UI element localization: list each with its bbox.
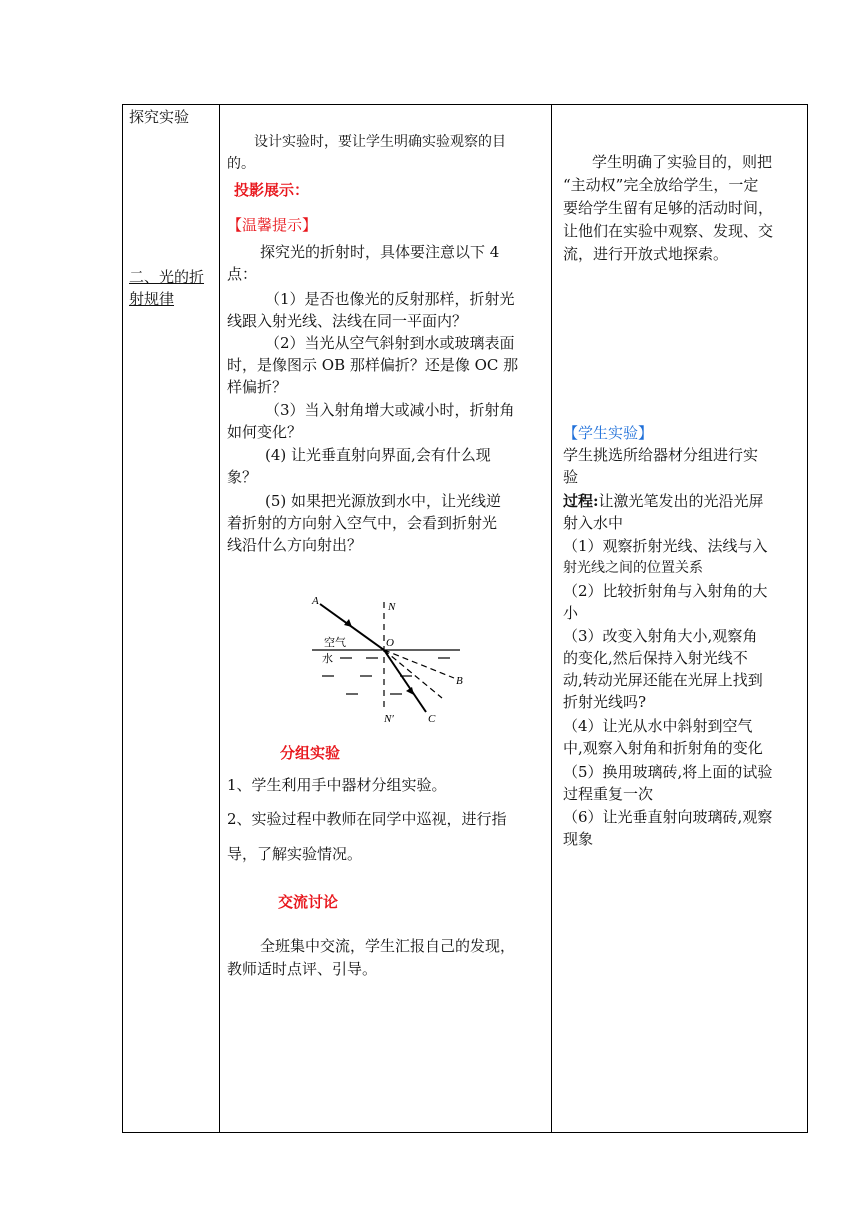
discussion-line: 教师适时点评、引导。 <box>227 960 378 978</box>
section-title-explore: 探究实验 <box>129 108 190 126</box>
group-experiment-heading: 分组实验 <box>280 744 341 762</box>
step-1: （1）观察折射光线、法线与入 <box>563 537 768 555</box>
process-line: 射入水中 <box>563 514 624 532</box>
paragraph-line: 让他们在实验中观察、发现、交 <box>563 222 774 240</box>
paragraph-line: 学生明确了实验目的，则把 <box>592 153 773 171</box>
paragraph-line: 点： <box>227 265 258 283</box>
step-3: 动,转动光屏还能在光屏上找到 <box>563 671 763 689</box>
group-item-1: 1、学生利用手中器材分组实验。 <box>227 776 447 794</box>
step-2: 小 <box>563 604 579 622</box>
question-3: （3）当入射角增大或减小时，折射角 <box>265 401 515 419</box>
question-5: 线沿什么方向射出？ <box>227 536 363 554</box>
paragraph-line: 验 <box>563 468 579 486</box>
paragraph-line: 学生挑选所给器材分组进行实 <box>563 446 759 464</box>
group-item-2: 2、实验过程中教师在同学中巡视，进行指 <box>227 810 507 828</box>
label-C: C <box>428 713 436 725</box>
step-6: （6）让光垂直射向玻璃砖,观察 <box>563 808 773 826</box>
question-4: 象？ <box>227 468 258 486</box>
step-5: 过程重复一次 <box>563 785 654 803</box>
step-6: 现象 <box>563 830 594 848</box>
question-1: （1）是否也像光的反射那样，折射光 <box>265 290 515 308</box>
ray-OC <box>384 650 426 712</box>
label-B: B <box>456 675 463 687</box>
paragraph-line: 设计实验时，要让学生明确实验观察的目 <box>254 134 506 150</box>
step-4: （4）让光从水中斜射到空气 <box>563 717 753 735</box>
question-4: (4) 让光垂直射向界面,会有什么现 <box>265 446 491 464</box>
label-A: A <box>312 595 319 607</box>
step-3: 折射光线吗? <box>563 693 647 711</box>
label-N: N <box>388 601 396 613</box>
question-1: 线跟入射光线、法线在同一平面内？ <box>227 312 468 330</box>
discussion-heading: 交流讨论 <box>278 893 339 911</box>
process-line <box>563 490 764 512</box>
paragraph-line: 探究光的折射时，具体要注意以下 4 <box>260 243 500 261</box>
ray-dashed <box>384 650 442 698</box>
student-activity-column <box>552 105 808 1132</box>
projection-heading: 投影展示： <box>234 181 310 199</box>
section-column <box>123 105 219 1132</box>
question-3: 如何变化？ <box>227 423 303 441</box>
section-title-refraction-1: 二、光的折 <box>129 268 205 286</box>
step-3: 的变化,然后保持入射光线不 <box>563 649 748 667</box>
tips-heading: 【温馨提示】 <box>227 216 318 234</box>
paragraph-line: 要给学生留有足够的活动时间， <box>563 199 774 217</box>
discussion-line: 全班集中交流，学生汇报自己的发现， <box>260 937 516 955</box>
refraction-diagram <box>300 588 470 728</box>
question-5: (5) 如果把光源放到水中，让光线逆 <box>265 492 502 510</box>
student-experiment-heading: 【学生实验】 <box>563 424 654 442</box>
paragraph-line: 的。 <box>227 156 255 172</box>
section-title-refraction-2: 射规律 <box>129 290 175 308</box>
label-air: 空气 <box>324 636 346 649</box>
process-label: 过程: <box>563 492 599 510</box>
teacher-activity-column <box>220 105 551 1132</box>
label-water: 水 <box>322 652 333 665</box>
step-4: 中,观察入射角和折射角的变化 <box>563 739 763 757</box>
label-O: O <box>386 637 394 649</box>
label-N-prime: N′ <box>384 713 394 725</box>
question-2: （2）当光从空气斜射到水或玻璃表面 <box>265 334 515 352</box>
paragraph-line: “主动权”完全放给学生，一定 <box>563 176 759 194</box>
paragraph-line: 流，进行开放式地探索。 <box>563 245 729 263</box>
lesson-table <box>122 104 808 1133</box>
process-text: 让激光笔发出的光沿光屏 <box>598 492 764 510</box>
question-2: 样偏折？ <box>227 378 288 396</box>
step-1: 射光线之间的位置关系 <box>563 560 703 576</box>
step-5: （5）换用玻璃砖,将上面的试验 <box>563 763 773 781</box>
question-2: 时，是像图示 OB 那样偏折？还是像 OC 那 <box>227 356 519 374</box>
group-item-2: 导，了解实验情况。 <box>227 845 363 863</box>
question-5: 着折射的方向射入空气中，会看到折射光 <box>227 514 498 532</box>
step-3: （3）改变入射角大小,观察角 <box>563 627 758 645</box>
step-2: （2）比较折射角与入射角的大 <box>563 582 768 600</box>
